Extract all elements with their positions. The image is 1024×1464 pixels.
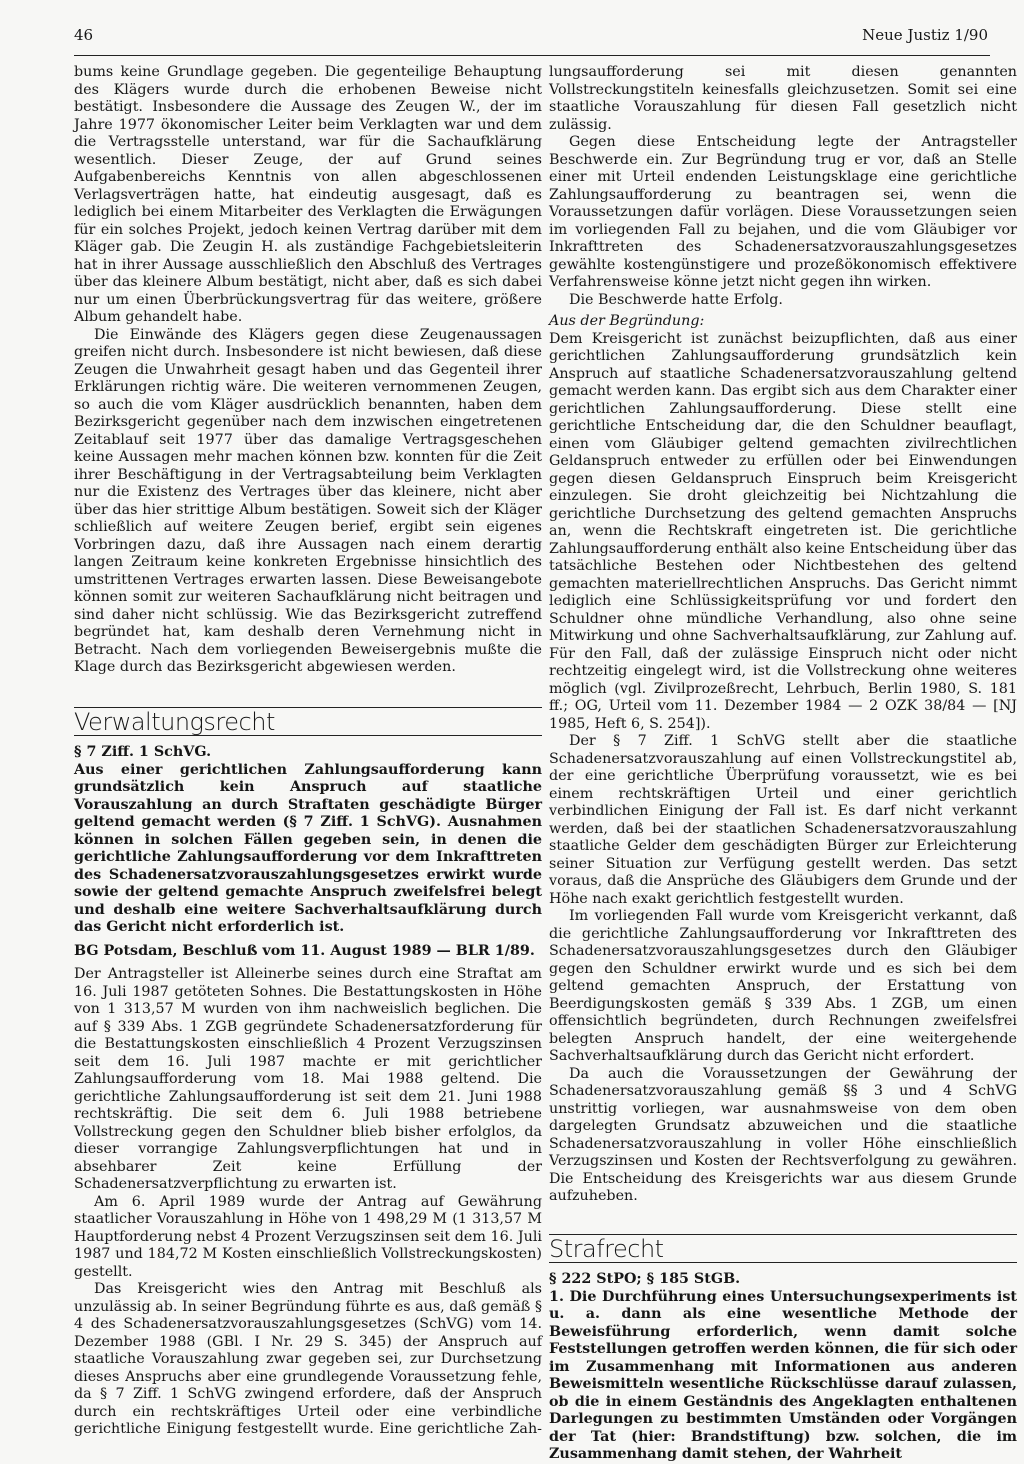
section-heading-strafrecht: Strafrecht [549,1234,1017,1264]
paragraph: Die Beschwerde hatte Erfolg. [569,291,783,308]
page-number: 46 [74,26,94,44]
paragraph: lungsaufforderung sei mit diesen genannten Vollstreckungstiteln keinesfalls gleichzusetzen. Somit sei eine staatliche Vorauszahlung für diesen Fall gesetzlich nicht zulässig. [549,64,1017,133]
right-column [549,64,1017,1464]
paragraph: Dem Kreisgericht ist zunächst beizupflichten, daß aus einer gerichtlichen Zahlungsaufforderung grundsätzlich kein Anspruch auf staatliche Schadenersatzvorauszahlung geltend gemacht werden kann. Das ergibt sich aus dem Charakter einer gerichtlichen Zahlungsaufforderung. Diese stellt eine gerichtliche Entscheidung dar, die den Schuldner beauflagt, einen vom Gläubiger geltend gemachten zivilrechtlichen Geldanspruch entweder zu erfüllen oder bei Einwendungen gegen diesen Geldanspruch Einspruch beim Kreisgericht einzulegen. Sie droht gleichzeitig bei Nichtzahlung die gerichtliche Durchsetzung des geltend gemachten Anspruchs an, wenn die Rechtskraft eingetreten ist. Die gerichtliche Zahlungsaufforderung enthält also keine Entscheidung über das tatsächliche Bestehen oder Nichtbestehen des geltend gemachten materiellrechtlichen Anspruchs. Das Gericht nimmt lediglich eine Schlüssigkeitsprüfung vor und fordert den Schuldner ohne mündliche Verhandlung, also ohne seine Mitwirkung und ohne Sachverhaltsaufklärung, zur Zahlung auf. Für den Fall, daß der zulässige Einspruch nicht oder nicht rechtzeitig eingelegt wird, ist die Vollstreckung ohne weiteres möglich (vgl. Zivilprozeßrecht, Lehrbuch, Berlin 1980, S. 181 ff.; OG, Urteil vom 11. Dezember 1984 — 2 OZK 38/84 — [NJ 1985, Heft 6, S. 254]). [549,330,1017,732]
paragraph: Der § 7 Ziff. 1 SchVG stellt aber die staatliche Schadenersatzvorauszahlung auf einen Vollstreckungstitel ab, der eine gerichtliche Überprüfung voraussetzt, wie es bei einem rechtskräftigen Urteil und einer gerichtlich verbindlichen Einigung der Fall ist. Es darf nicht verkannt werden, daß bei der staatlichen Schadenersatzvorauszahlung staatliche Gelder dem geschädigten Bürger zur Erleichterung seiner Situation zur Verfügung gestellt werden. Das setzt voraus, daß die Ansprüche des Gläubigers dem Grunde und der Höhe nach exakt gerichtlich festgestellt wurden. [549,733,1017,907]
paragraph: Das Kreisgericht wies den Antrag mit Beschluß als unzulässig ab. In seiner Begründung führte es aus, daß gemäß § 4 des Schadenersatzvorauszahlungsgesetzes (SchVG) vom 14. Dezember 1988 (GBl. I Nr. 29 S. 345) der Anspruch auf staatliche Vorauszahlung zwar gegeben sei, zur Durchsetzung dieses Anspruchs aber eine grundlegende Voraussetzung fehle, da § 7 Ziff. 1 SchVG zwingend erfordere, daß der Anspruch durch ein rechtskräftiges Urteil oder eine verbindliche gerichtliche Einigung festgestellt wurde. Eine gerichtliche Zah- [74,1281,542,1437]
header-rule [74,55,990,56]
paragraph: Im vorliegenden Fall wurde vom Kreisgericht verkannt, daß die gerichtliche Zahlungsaufforderung vor Inkrafttreten des Schadenersatzvorauszahlungsgesetzes durch den Gläubiger gegen den Schuldner erwirkt wurde und es sich bei dem geltend gemachten Anspruch, der Erstattung von Beerdigungskosten gemäß § 339 Abs. 1 ZGB, um einen offensichtlich begründeten, durch Rechnungen zweifelsfrei belegten Anspruch handelt, der eine weitergehende Sachverhaltsaufklärung durch das Gericht nicht erfordert. [549,908,1017,1064]
paragraph: Da auch die Voraussetzungen der Gewährung der Schadenersatzvorauszahlung gemäß §§ 3 und 4 SchVG unstrittig vorliegen, war ausnahmsweise von dem oben dargelegten Grundsatz abzuweichen und die staatliche Schadenersatzvorauszahlung in voller Höhe einschließlich Verzugszinsen und Kosten der Rechtsverfolgung zu gewähren. Die Entscheidung des Kreisgerichts war aus diesem Grunde aufzuheben. [549,1065,1017,1204]
paragraph: Die Einwände des Klägers gegen diese Zeugenaussagen greifen nicht durch. Insbesondere ist nicht bewiesen, daß diese Zeugen die Unwahrheit gesagt haben und das Gegenteil ihrer Erklärungen richtig wäre. Die weiteren vernommenen Zeugen, so auch die vom Kläger ausdrücklich benannten, haben dem Bezirksgericht gegenüber nach dem inzwischen eingetretenen Zeitablauf seit 1977 über das damalige Vertragsgeschehen keine Aussagen mehr machen können bzw. konnten für die Zeit ihrer Beschäftigung in der Vertragsabteilung beim Verklagten nur die Existenz des Vertrages über das kleinere, nicht aber über das hier strittige Album bestätigen. Soweit sich der Kläger schließlich auf weitere Zeugen berief, ergibt sein eigenes Vorbringen dazu, daß ihre Aussagen nach einem derartig langen Zeitraum keine konkreten Ergebnisse hinsichtlich des umstrittenen Vertrages erwarten lassen. Diese Beweisangebote können somit zur weiteren Sachaufklärung nicht beitragen und sind daher nicht schlüssig. Wie das Bezirksgericht zutreffend begründet hat, kam deshalb deren Vernehmung nicht in Betracht. Nach dem vorliegenden Beweisergebnis mußte die Klage durch das Bezirksgericht abgewiesen werden. [74,326,542,675]
headnote: 1. Die Durchführung eines Untersuchungsexperiments ist u. a. dann als eine wesentliche Methode der Beweisführung erforderlich, wenn damit solche Feststellungen getroffen werden können, die für sich oder im Zusammenhang mit Informationen aus anderen Beweismitteln wesentliche Rückschlüsse darauf zulassen, ob die in einem Geständnis des Angeklagten enthaltenen Darlegungen zu bestimmten Umständen oder Vorgängen der Tat (hier: Brandstiftung) bzw. solchen, die im Zusammenhang damit stehen, der Wahrheit [549,1288,1017,1462]
journal-title: Neue Justiz 1/90 [862,26,988,44]
paragraph: Der Antragsteller ist Alleinerbe seines durch eine Straftat am 16. Juli 1987 getöteten Sohnes. Die Bestattungskosten in Höhe von 1 313,57 M wurden von ihm nachweislich beglichen. Die auf § 339 Abs. 1 ZGB gegründete Schadenersatzforderung für die Bestattungskosten einschließlich 4 Prozent Verzugszinsen seit dem 16. Juli 1987 machte er mit gerichtlicher Zahlungsaufforderung vom 18. Mai 1988 geltend. Die gerichtliche Zahlungsaufforderung ist seit dem 21. Juni 1988 rechtskräftig. Die seit dem 6. Juli 1988 betriebene Vollstreckung gegen den Schuldner blieb bisher erfolglos, da dieser vorrangige Zahlungsverpflichtungen hat und in absehbarer Zeit keine Erfüllung der Schadenersatzverpflichtung zu erwarten ist. [74,966,542,1192]
paragraph: bums keine Grundlage gegeben. Die gegenteilige Behauptung des Klägers wurde durch die erhobenen Beweise nicht bestätigt. Insbesondere die Aussage des Zeugen W., der im Jahre 1977 ökonomischer Leiter beim Verklagten war und dem die Vertragsstelle unterstand, war für die Sachaufklärung wesentlich. Dieser Zeuge, der auf Grund seines Aufgabenbereichs Kenntnis von allen abgeschlossenen Verlagsverträgen hatte, hat eindeutig ausgesagt, daß es lediglich bei einem Mitarbeiter des Verklagten die Erwägungen für ein solches Projekt, jedoch keinen Vertrag darüber mit dem Kläger gab. Die Zeugin H. als zuständige Fachgebietsleiterin hat in ihrer Aussage ausschließlich den Abschluß des Vertrages über das kleinere Album bestätigt, nicht aber, daß es sich dabei nur um einen Überbrückungsvertrag für das weitere, größere Album gehandelt habe. [74,64,542,325]
paragraph: Gegen diese Entscheidung legte der Antragsteller Beschwerde ein. Zur Begründung trug er vor, daß an Stelle einer mit Urteil endenden Leistungsklage eine gerichtliche Zahlungsaufforderung zu beantragen sei, wenn die Voraussetzungen dafür vorlägen. Diese Voraussetzungen seien im vorliegenden Fall zu bejahen, und die vom Gläubiger vor Inkrafttreten des Schadenersatzvorauszahlungsgesetzes gewählte kostengünstigere und prozeßökonomisch effektivere Verfahrensweise könne jetzt nicht gegen ihn wirken. [549,134,1017,290]
norm-reference: § 222 StPO; § 185 StGB. [549,1271,741,1287]
court-citation: BG Potsdam, Beschluß vom 11. August 1989 — BLR 1/89. [74,942,535,959]
left-column [74,64,542,1439]
headnote: Aus einer gerichtlichen Zahlungsaufforderung kann grundsätzlich kein Anspruch auf staatliche Vorauszahlung an durch Straftaten geschädigte Bürger geltend gemacht werden (§ 7 Ziff. 1 SchVG). Ausnahmen können in solchen Fällen gegeben sein, in denen die gerichtliche Zahlungsaufforderung vor dem Inkrafttreten des Schadenersatzvorauszahlungsgesetzes erwirkt wurde sowie der geltend gemachte Anspruch zweifelsfrei belegt und deshalb eine weitere Sachverhaltsaufklärung durch das Gericht nicht erforderlich ist. [74,761,542,935]
section-heading-verwaltungsrecht: Verwaltungsrecht [74,707,542,737]
paragraph: Am 6. April 1989 wurde der Antrag auf Gewährung staatlicher Vorauszahlung in Höhe von 1 498,29 M (1 313,57 M Hauptforderung nebst 4 Prozent Verzugszinsen seit dem 16. Juli 1987 und 184,72 M Kosten einschließlich Vollstreckungskosten) gestellt. [74,1193,542,1280]
norm-reference: § 7 Ziff. 1 SchVG. [74,744,212,760]
reasons-heading: Aus der Begründung: [549,313,705,329]
